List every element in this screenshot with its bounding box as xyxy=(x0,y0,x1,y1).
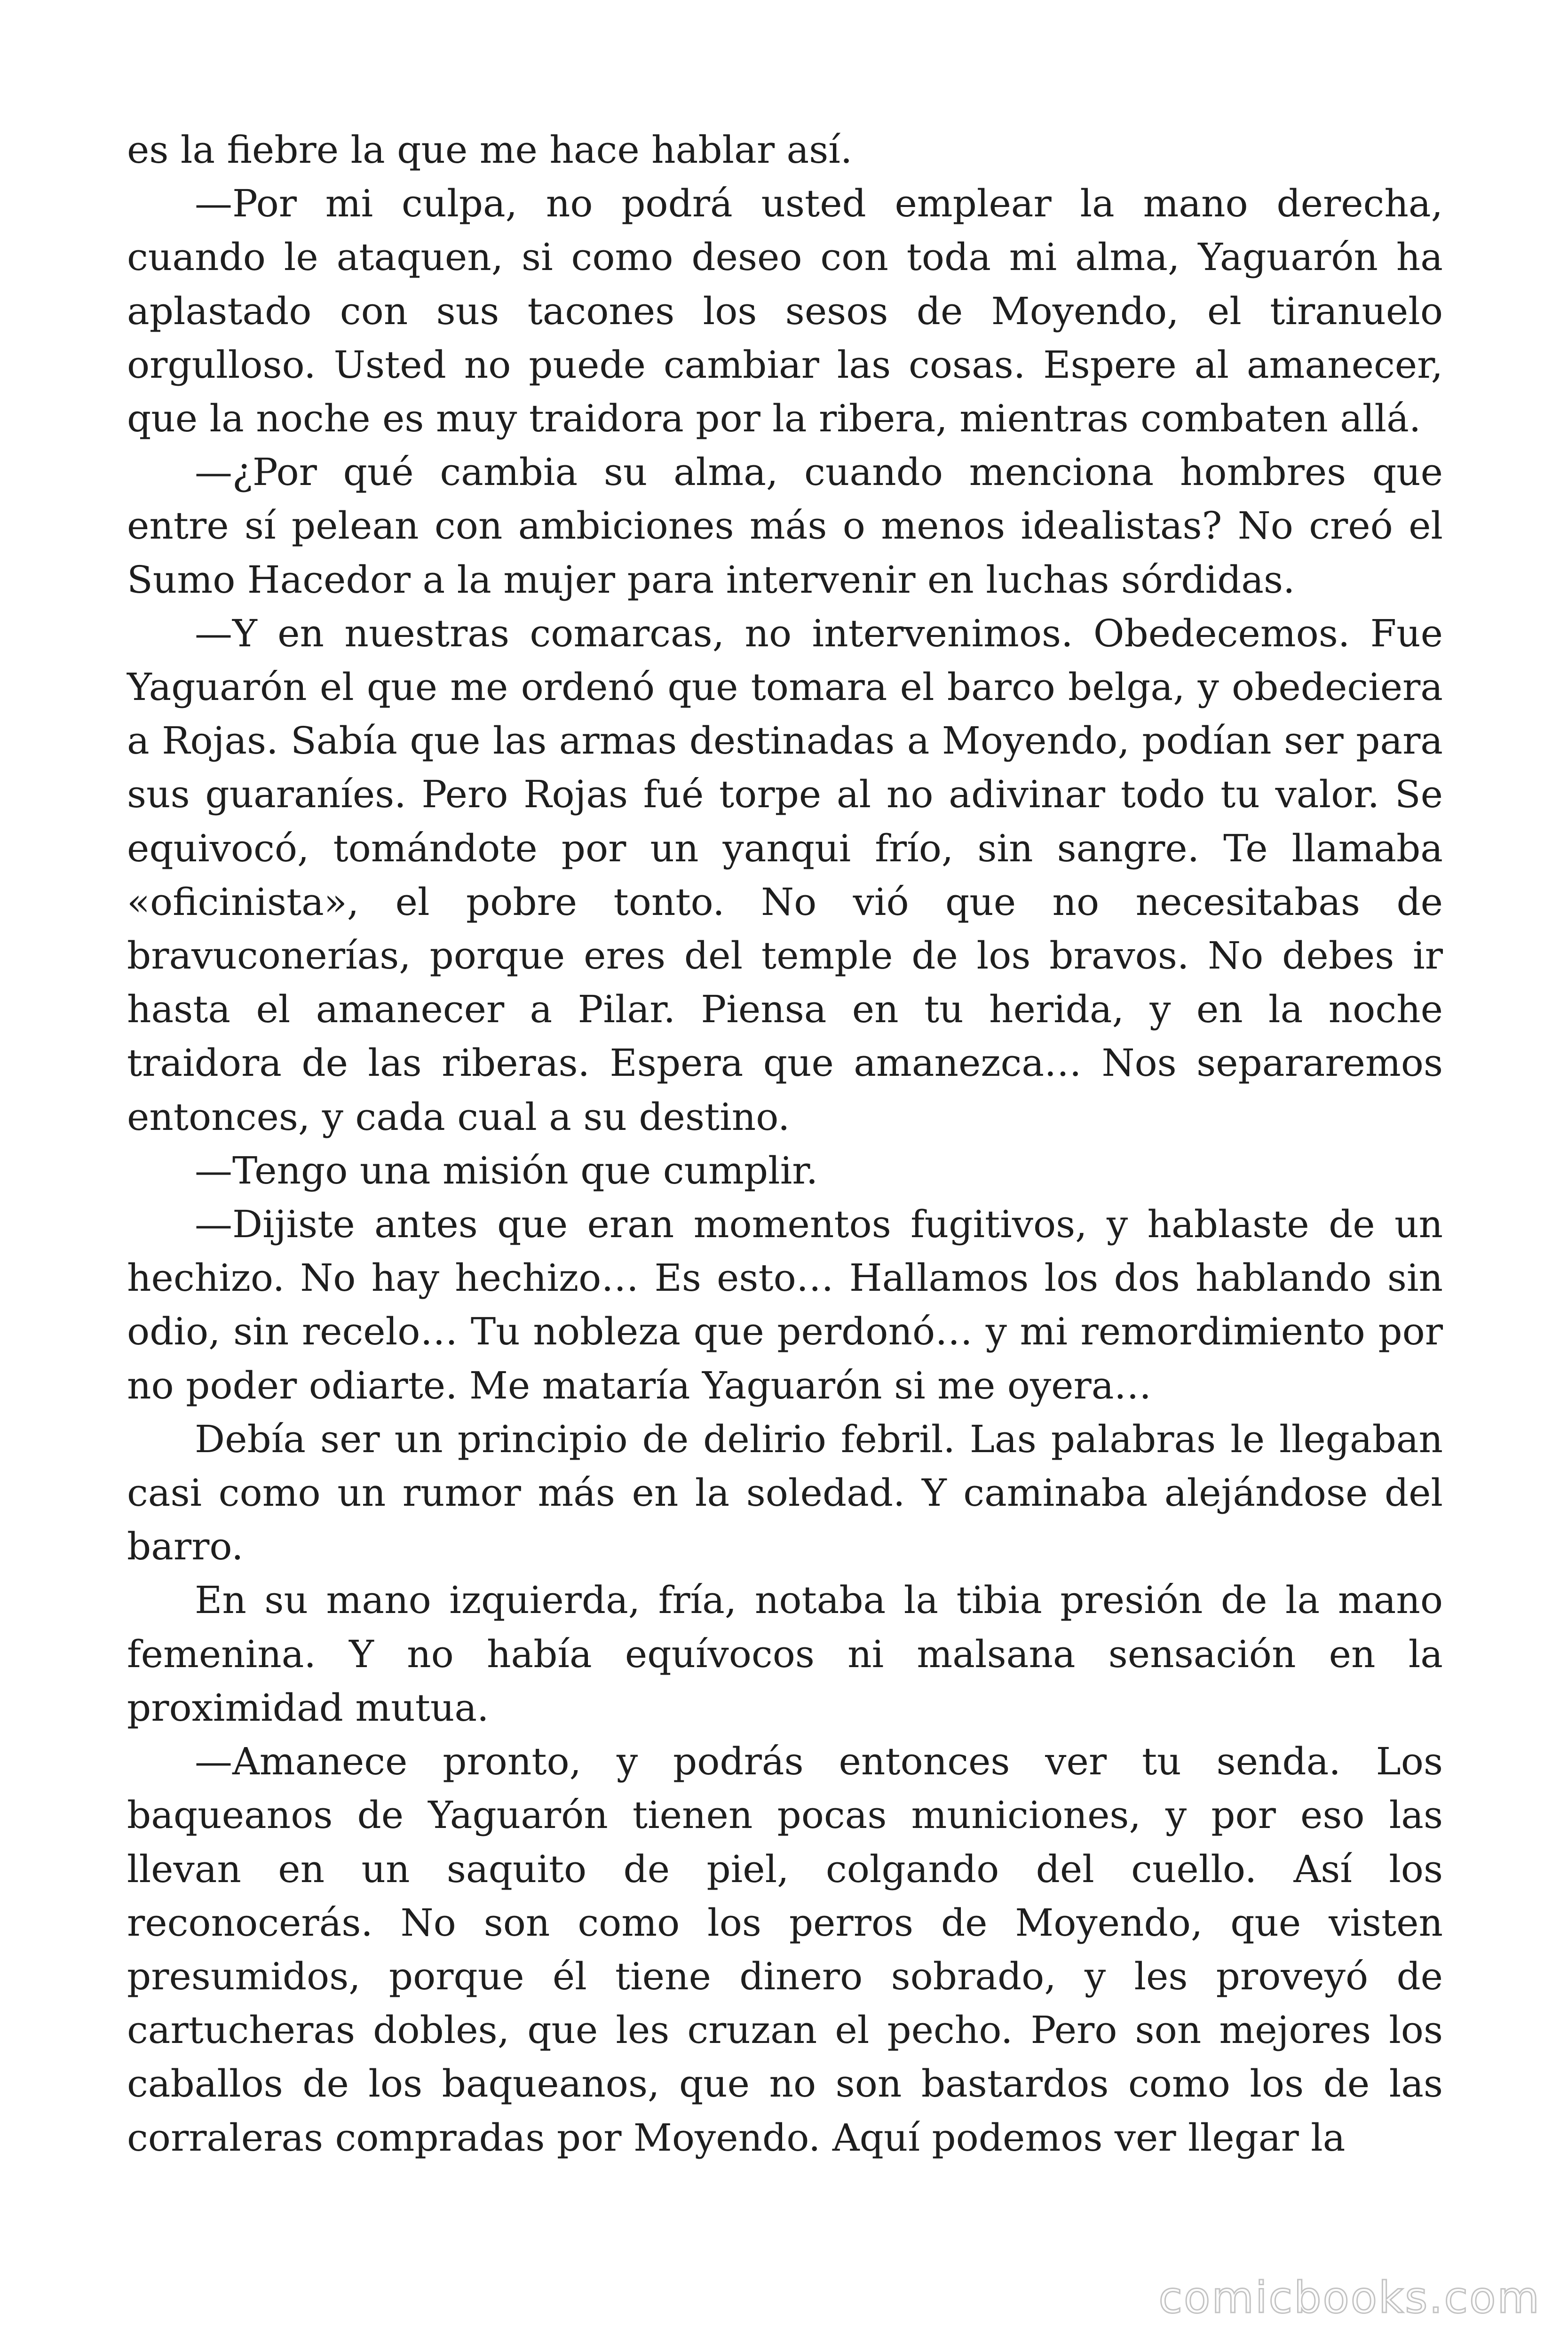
paragraph-3: —¿Por qué cambia su alma, cuando menciona hombres que entre sí pelean con ambiciones más o menos idealistas? No creó el Sumo Hacedor a la mujer para intervenir en luchas sórdidas. xyxy=(127,450,1443,602)
paragraph-7: Debía ser un principio de delirio febril. Las palabras le llegaban casi como un rumor más en la soledad. Y caminaba alejándose del barro. xyxy=(127,1417,1443,1569)
watermark: comicbooks.com xyxy=(1158,2273,1541,2323)
paragraph-2: —Por mi culpa, no podrá usted emplear la mano derecha, cuando le ataquen, si como deseo con toda mi alma, Yaguarón ha aplastado con sus tacones los sesos de Moyendo, el tiranuelo orgulloso. Usted no puede cambiar las cosas. Espere al amanecer, que la noche es muy traidora por la ribera, mientras combaten allá. xyxy=(127,182,1443,441)
paragraph-8: En su mano izquierda, fría, notaba la tibia presión de la mano femenina. Y no había equívocos ni malsana sensación en la proximidad mutua. xyxy=(127,1578,1443,1730)
paragraph-5: —Tengo una misión que cumplir. xyxy=(195,1148,818,1192)
paragraph-6: —Dijiste antes que eran momentos fugitivos, y hablaste de un hechizo. No hay hechizo… Es esto… Hallamos los dos hablando sin odio, sin recelo… Tu nobleza que perdonó… y mi remordimiento por no poder odiarte. Me mataría Yaguarón si me oyera… xyxy=(127,1202,1443,1407)
paragraph-4: —Y en nuestras comarcas, no intervenimos. Obedecemos. Fue Yaguarón el que me ordenó que tomara el barco belga, y obedeciera a Rojas. Sabía que las armas destinadas a Moyendo, podían ser para sus guaraníes. Pero Rojas fué torpe al no adivinar todo tu valor. Se equivocó, tomándote por un yanqui frío, sin sangre. Te llamaba «oficinista», el pobre tonto. No vió que no necesitabas de bravuconerías, porque eres del temple de los bravos. No debes ir hasta el amanecer a Pilar. Piensa en tu herida, y en la noche traidora de las riberas. Espera que amanezca… Nos separaremos entonces, y cada cual a su destino. xyxy=(127,611,1443,1139)
paragraph-9: —Amanece pronto, y podrás entonces ver tu senda. Los baqueanos de Yaguarón tienen pocas municiones, y por eso las llevan en un saquito de piel, colgando del cuello. Así los reconocerás. No son como los perros de Moyendo, que visten presumidos, porque él tiene dinero sobrado, y les proveyó de cartucheras dobles, que les cruzan el pecho. Pero son mejores los caballos de los baqueanos, que no son bastardos como los de las corraleras compradas por Moyendo. Aquí podemos ver llegar la xyxy=(127,1740,1443,2160)
paragraph-1: es la fiebre la que me hace hablar así. xyxy=(127,128,853,172)
page-text xyxy=(127,123,1443,2165)
